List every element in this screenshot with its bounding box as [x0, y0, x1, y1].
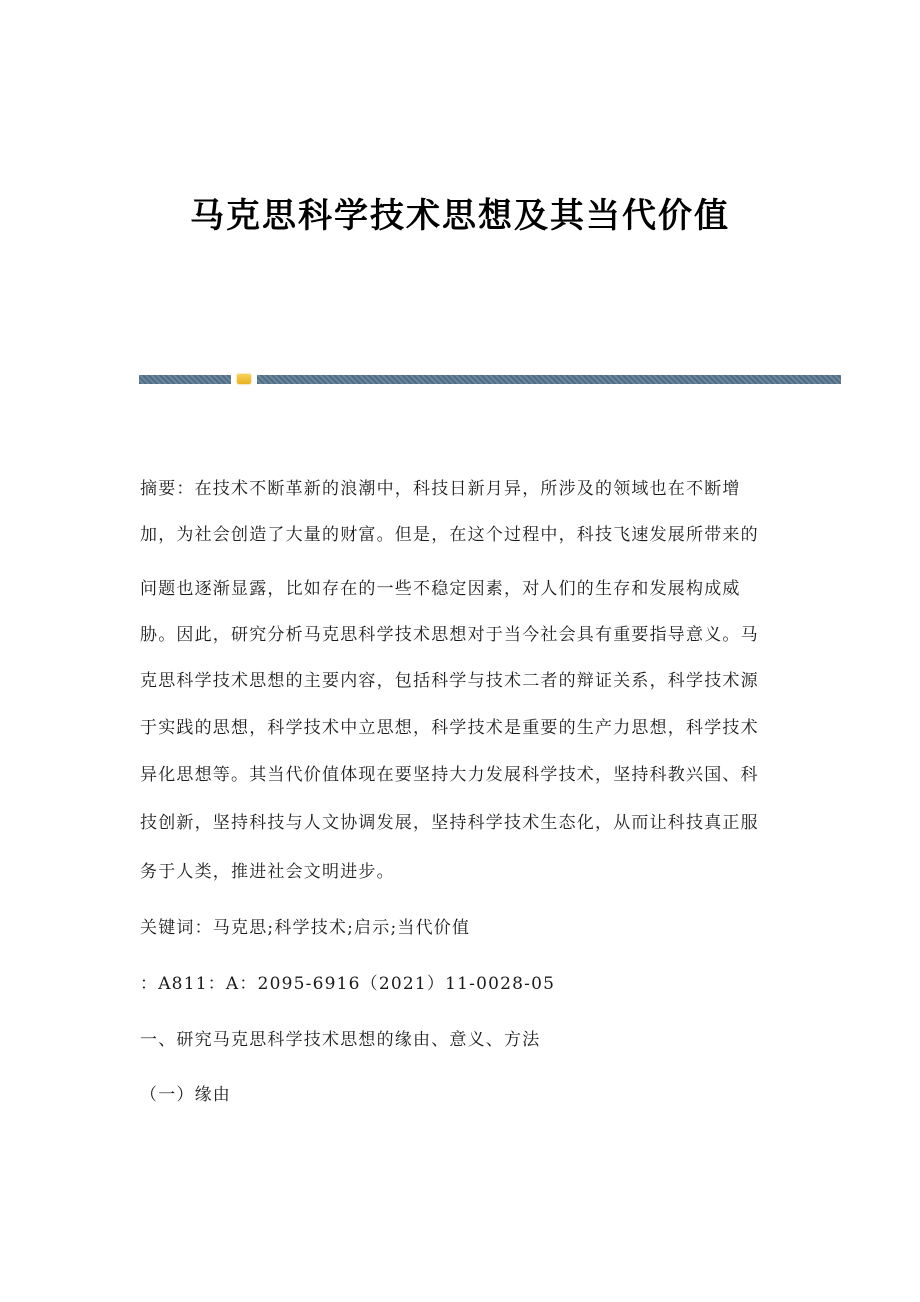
- abstract-line: 技创新，坚持科技与人文协调发展，坚持科学技术生态化，从而让科技真正服: [140, 813, 759, 833]
- abstract-line: 问题也逐渐显露，比如存在的一些不稳定因素，对人们的生存和发展构成威: [140, 579, 741, 599]
- title-divider: [139, 375, 841, 384]
- classification-info: ：A811：A：2095-6916（2021）11-0028-05: [140, 974, 556, 994]
- abstract-line: 务于人类，推进社会文明进步。: [140, 862, 395, 882]
- abstract-line: 加，为社会创造了大量的财富。但是，在这个过程中，科技飞速发展所带来的: [140, 525, 759, 545]
- abstract-line: 克思科学技术思想的主要内容，包括科学与技术二者的辩证关系，科学技术源: [140, 671, 759, 691]
- abstract-line: 胁。因此，研究分析马克思科学技术思想对于当今社会具有重要指导意义。马: [140, 625, 759, 645]
- keywords: 关键词：马克思;科学技术;启示;当代价值: [140, 918, 471, 938]
- abstract-line: 异化思想等。其当代价值体现在要坚持大力发展科学技术，坚持科教兴国、科: [140, 765, 759, 785]
- subsection-heading: （一）缘由: [140, 1085, 231, 1105]
- divider-bar-right: [257, 375, 841, 384]
- abstract-line: 摘要：在技术不断革新的浪潮中，科技日新月异，所涉及的领域也在不断增: [140, 479, 741, 499]
- divider-bar-left: [139, 375, 231, 384]
- document-title: 马克思科学技术思想及其当代价值: [190, 196, 730, 236]
- abstract-line: 于实践的思想，科学技术中立思想，科学技术是重要的生产力思想，科学技术: [140, 718, 759, 738]
- divider-ornament-icon: [237, 374, 251, 384]
- section-heading: 一、研究马克思科学技术思想的缘由、意义、方法: [140, 1030, 541, 1050]
